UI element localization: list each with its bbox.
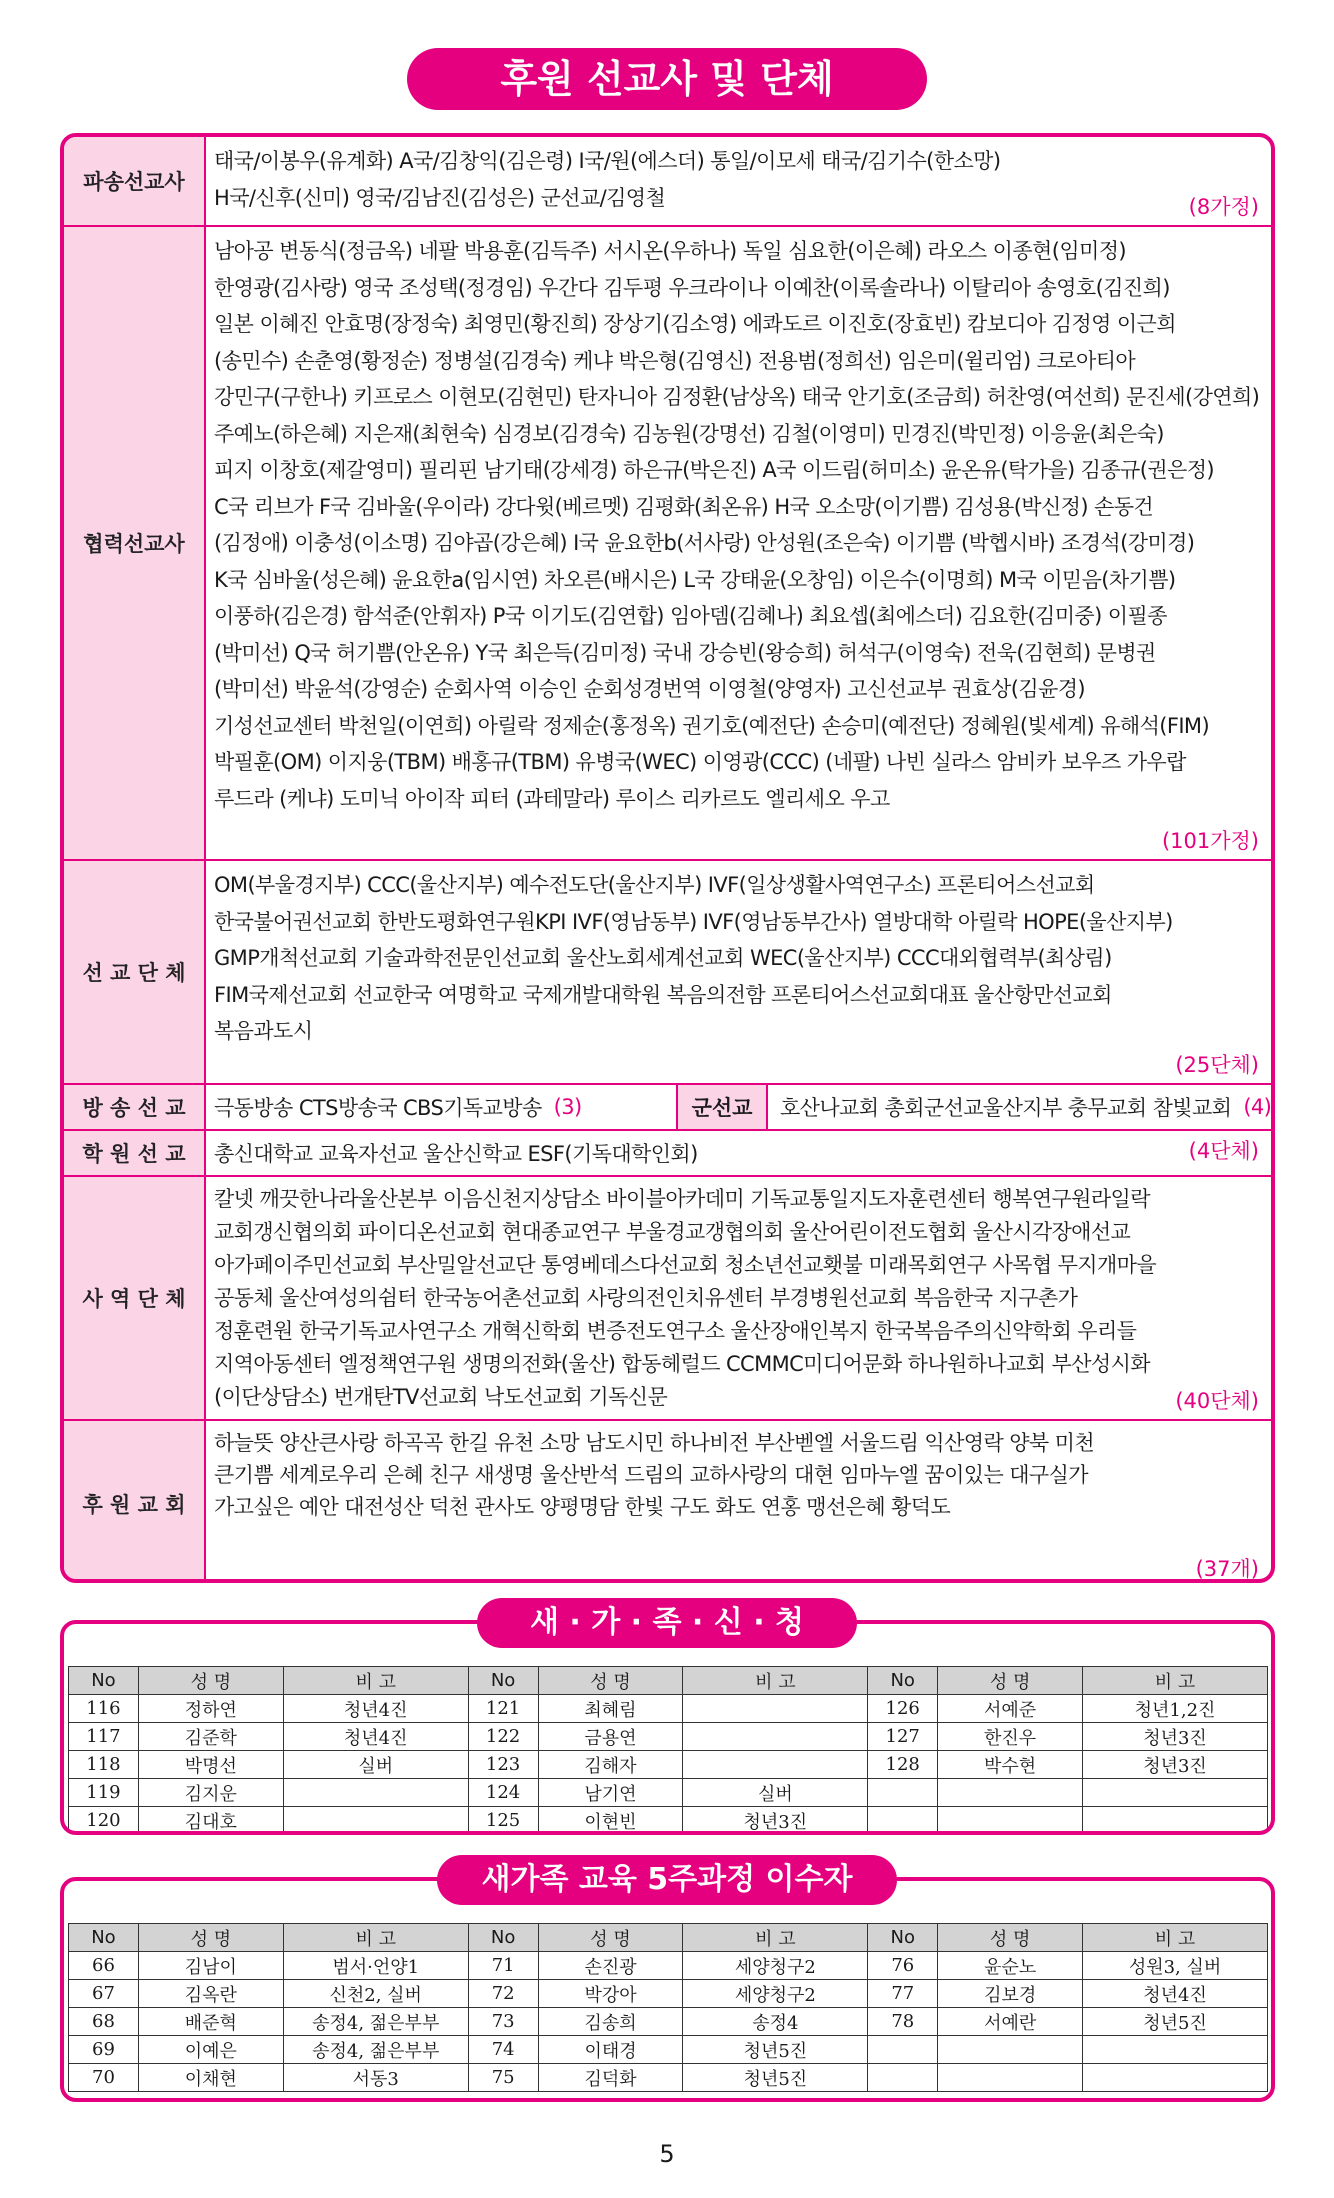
military-list: 호산나교회 총회군선교울산지부 충무교회 참빛교회 [780, 1096, 1232, 1120]
table-cell: 68 [69, 2008, 139, 2036]
table-cell: 121 [468, 1695, 538, 1723]
table-cell: 119 [69, 1779, 139, 1807]
table-cell [1083, 2064, 1268, 2092]
broadcast-list: 극동방송 CTS방송국 CBS기독교방송 [214, 1096, 542, 1120]
military-count: (4) [1243, 1095, 1272, 1119]
column-header: 성 명 [138, 1667, 283, 1695]
table-cell: 서예란 [938, 2008, 1083, 2036]
table-cell: 123 [468, 1751, 538, 1779]
table-cell: 120 [69, 1807, 139, 1835]
table-cell: 72 [468, 1980, 538, 2008]
column-header: 성 명 [538, 1667, 683, 1695]
row-broadcast-military [64, 1085, 1271, 1131]
table-cell: 김옥란 [138, 1980, 283, 2008]
education-title: 새가족 교육 5주과정 이수자 [437, 1855, 897, 1905]
column-header: No [868, 1667, 938, 1695]
education-table [68, 1923, 1268, 2092]
table-row [69, 1952, 1268, 1980]
column-header: No [468, 1924, 538, 1952]
table-cell: 이현빈 [538, 1807, 683, 1835]
table-cell: 71 [468, 1952, 538, 1980]
new-family-title: 새 · 가 · 족 · 신 · 청 [477, 1598, 857, 1648]
table-cell: 126 [868, 1695, 938, 1723]
table-cell [1083, 1779, 1268, 1807]
table-cell [938, 1807, 1083, 1835]
column-header: 비 고 [683, 1667, 868, 1695]
table-cell: 67 [69, 1980, 139, 2008]
table-cell: 김덕화 [538, 2064, 683, 2092]
table-cell: 실버 [283, 1751, 468, 1779]
table-cell: 최혜림 [538, 1695, 683, 1723]
sponsor-table [60, 133, 1275, 1583]
table-cell: 청년5진 [683, 2036, 868, 2064]
text-line: GMP개척선교회 기술과학전문인선교회 울산노회세계선교회 WEC(울산지부) CCC대외협력부(최상림) [214, 946, 1112, 970]
table-cell: 배준혁 [138, 2008, 283, 2036]
text-line: (박미선) Q국 허기쁨(안온유) Y국 최은득(김미정) 국내 강승빈(왕승희) 허석구(이영숙) 전욱(김현희) 문병권 [214, 640, 1156, 665]
text-line: 일본 이혜진 안효명(장정숙) 최영민(황진희) 장상기(김소영) 에콰도르 이진호(장효빈) 캄보디아 김정영 이근희 [214, 312, 1176, 336]
row-count: (8가정) [1188, 195, 1259, 219]
text-line: 남아공 변동식(정금옥) 네팔 박용훈(김득주) 서시온(우하나) 독일 심요한(이은혜) 라오스 이종현(임미정) [214, 239, 1126, 263]
row-label: 방 송 선 교 [64, 1085, 206, 1129]
table-cell: 금용연 [538, 1723, 683, 1751]
column-header: 비 고 [683, 1924, 868, 1952]
row-churches [64, 1421, 1271, 1583]
text-line: C국 리브가 F국 김바울(우이라) 강다윗(베르멧) 김평화(최온유) H국 오소망(이기쁨) 김성용(박신정) 손동건 [214, 494, 1154, 519]
column-header: 비 고 [283, 1924, 468, 1952]
table-cell: 김남이 [138, 1952, 283, 1980]
text-line: 아가페이주민선교회 부산밀알선교단 통영베데스다선교회 청소년선교횃불 미래목회연구 사목협 무지개마을 [214, 1253, 1157, 1277]
column-header: No [868, 1924, 938, 1952]
table-cell [868, 1779, 938, 1807]
table-cell: 이채현 [138, 2064, 283, 2092]
military-text [780, 1085, 1271, 1129]
table-row [69, 1779, 1268, 1807]
row-label: 후 원 교 회 [64, 1421, 206, 1583]
column-header: No [69, 1924, 139, 1952]
table-row [69, 1751, 1268, 1779]
text-line: (박미선) 박윤석(강영순) 순회사역 이승인 순회성경번역 이영철(양영자) 고신선교부 권효상(김윤경) [214, 677, 1086, 701]
text-line: 가고싶은 예안 대전성산 덕천 관사도 양평명담 한빛 구도 화도 연홍 맹선은혜 황덕도 [214, 1495, 951, 1519]
table-cell [868, 1807, 938, 1835]
text-line: 피지 이창호(제갈영미) 필리핀 남기태(강세경) 하은규(박은진) A국 이드림(허미소) 윤온유(탁가을) 김종규(권은정) [214, 458, 1214, 482]
table-cell: 75 [468, 2064, 538, 2092]
text-line: 강민구(구한나) 키프로스 이현모(김현민) 탄자니아 김정환(남상옥) 태국 안기호(조금희) 허찬영(여선희) 문진세(강연희) [214, 385, 1260, 409]
row-label: 선 교 단 체 [64, 861, 206, 1083]
text-line: (김정애) 이충성(이소명) 김야곱(강은혜) I국 윤요한b(서사랑) 안성원(조은숙) 이기쁨 (박헵시바) 조경석(강미경) [214, 531, 1195, 555]
text-line: 한영광(김사랑) 영국 조성택(정경임) 우간다 김두평 우크라이나 이예찬(이록솔라나) 이탈리아 송영호(김진희) [214, 275, 1170, 300]
table-cell: 127 [868, 1723, 938, 1751]
broadcast-count: (3) [553, 1095, 582, 1119]
table-cell: 김송희 [538, 2008, 683, 2036]
text-line: 공동체 울산여성의쉼터 한국농어촌선교회 사랑의전인치유센터 부경병원선교회 복음한국 지구촌가 [214, 1286, 1078, 1310]
column-header: 비 고 [283, 1667, 468, 1695]
table-cell: 78 [868, 2008, 938, 2036]
row-sent-missionaries [64, 137, 1271, 227]
text-line: (송민수) 손춘영(황정순) 정병설(김경숙) 케냐 박은형(김영신) 전용범(정희선) 임은미(윌리엄) 크로아티아 [214, 348, 1136, 373]
text-line: 칼넷 깨끗한나라울산본부 이음신천지상담소 바이블아카데미 기독교통일지도자훈련센터 행복연구원라일락 [214, 1187, 1150, 1211]
text-line: 큰기쁨 세계로우리 은혜 친구 새생명 울산반석 드림의 교하사랑의 대현 임마누엘 꿈이있는 대구실가 [214, 1463, 1088, 1487]
table-cell: 박강아 [538, 1980, 683, 2008]
text-line: 정훈련원 한국기독교사연구소 개혁신학회 변증전도연구소 울산장애인복지 한국복음주의신약학회 우리들 [214, 1319, 1137, 1343]
column-header: 성 명 [138, 1924, 283, 1952]
table-row [69, 2036, 1268, 2064]
text-line: 박필훈(OM) 이지웅(TBM) 배홍규(TBM) 유병국(WEC) 이영광(CCC) (네팔) 나빈 실라스 암비카 보우즈 가우랍 [214, 750, 1186, 774]
table-cell: 서예준 [938, 1695, 1083, 1723]
row-text [214, 233, 1261, 817]
table-cell [938, 2064, 1083, 2092]
table-cell: 청년3진 [1083, 1751, 1268, 1779]
column-header: 비 고 [1083, 1667, 1268, 1695]
table-cell [683, 1695, 868, 1723]
row-text [214, 1183, 1261, 1414]
row-label: 협력선교사 [64, 227, 206, 859]
page-number: 5 [659, 2140, 675, 2168]
table-cell: 청년3진 [1083, 1723, 1268, 1751]
column-header: 성 명 [538, 1924, 683, 1952]
table-cell: 청년5진 [683, 2064, 868, 2092]
campus-text: 총신대학교 교육자선교 울산신학교 ESF(기독대학인회) [214, 1142, 698, 1166]
table-cell: 정하연 [138, 1695, 283, 1723]
table-cell: 서동3 [283, 2064, 468, 2092]
column-header: 비 고 [1083, 1924, 1268, 1952]
column-header: 성 명 [938, 1924, 1083, 1952]
row-partner-missionaries [64, 227, 1271, 861]
row-text [214, 143, 1261, 216]
new-family-table [68, 1666, 1268, 1835]
campus-count: (4단체) [1188, 1139, 1259, 1163]
text-line: 하늘뜻 양산큰사랑 하곡곡 한길 유천 소망 남도시민 하나비전 부산벧엘 서울드림 익산영락 양북 미천 [214, 1431, 1095, 1455]
table-row [69, 1980, 1268, 2008]
column-header: 성 명 [938, 1667, 1083, 1695]
table-cell: 송정4 [683, 2008, 868, 2036]
column-header: No [69, 1667, 139, 1695]
text-line: 지역아동센터 엘정책연구원 생명의전화(울산) 합동헤럴드 CCMMC미디어문화 하나원하나교회 부산성시화 [214, 1352, 1150, 1376]
row-campus [64, 1131, 1271, 1177]
text-line: 주예노(하은혜) 지은재(최현숙) 심경보(김경숙) 김농원(강명선) 김철(이영미) 민경진(박민정) 이응윤(최은숙) [214, 421, 1164, 446]
text-line: 이풍하(김은경) 함석준(안휘자) P국 이기도(김연합) 임아뎀(김혜나) 최요셉(최에스더) 김요한(김미중) 이필종 [214, 604, 1167, 628]
table-cell: 77 [868, 1980, 938, 2008]
table-cell: 118 [69, 1751, 139, 1779]
table-cell [283, 1807, 468, 1835]
row-text [214, 867, 1261, 1050]
table-cell: 이태경 [538, 2036, 683, 2064]
row-count: (40단체) [1175, 1389, 1259, 1413]
table-cell: 122 [468, 1723, 538, 1751]
table-header [69, 1924, 1268, 1952]
table-cell: 76 [868, 1952, 938, 1980]
text-line: 복음과도시 [214, 1019, 313, 1043]
table-cell: 윤순노 [938, 1952, 1083, 1980]
table-cell: 청년4진 [283, 1695, 468, 1723]
row-label: 사 역 단 체 [64, 1177, 206, 1419]
table-header [69, 1667, 1268, 1695]
row-count: (101가정) [1161, 829, 1259, 853]
text-line: (이단상담소) 번개탄TV선교회 낙도선교회 기독신문 [214, 1385, 668, 1409]
table-cell: 청년4진 [1083, 1980, 1268, 2008]
table-cell: 손진광 [538, 1952, 683, 1980]
table-cell: 116 [69, 1695, 139, 1723]
table-cell [868, 2064, 938, 2092]
page-title: 후원 선교사 및 단체 [407, 48, 927, 110]
row-count: (37개) [1195, 1557, 1259, 1581]
table-cell: 124 [468, 1779, 538, 1807]
table-cell [868, 2036, 938, 2064]
table-cell: 70 [69, 2064, 139, 2092]
table-cell: 남기연 [538, 1779, 683, 1807]
text-line: 태국/이봉우(유계화) A국/김창익(김은령) I국/원(에스더) 통일/이모세 태국/김기수(한소망) [214, 149, 1001, 173]
table-cell: 세양청구2 [683, 1980, 868, 2008]
broadcast-text [214, 1085, 582, 1129]
row-count: (25단체) [1175, 1053, 1259, 1077]
text-line: H국/신후(신미) 영국/김남진(김성은) 군선교/김영철 [214, 185, 666, 210]
table-cell [1083, 1807, 1268, 1835]
table-cell [938, 1779, 1083, 1807]
table-cell: 청년1,2진 [1083, 1695, 1268, 1723]
text-line: OM(부울경지부) CCC(울산지부) 예수전도단(울산지부) IVF(일상생활사역연구소) 프론티어스선교회 [214, 873, 1095, 897]
column-header: No [468, 1667, 538, 1695]
table-cell: 69 [69, 2036, 139, 2064]
text-line: FIM국제선교회 선교한국 여명학교 국제개발대학원 복음의전함 프론티어스선교회대표 울산항만선교회 [214, 982, 1112, 1007]
table-cell [1083, 2036, 1268, 2064]
table-row [69, 2064, 1268, 2092]
text-line: 교회갱신협의회 파이디온선교회 현대종교연구 부울경교갱협의회 울산어린이전도협회 울산시각장애선교 [214, 1220, 1131, 1244]
table-cell [683, 1723, 868, 1751]
table-row [69, 1723, 1268, 1751]
table-cell [683, 1751, 868, 1779]
table-cell: 73 [468, 2008, 538, 2036]
military-label: 군선교 [676, 1085, 768, 1129]
text-line: 루드라 (케냐) 도미닉 아이작 피터 (과테말라) 루이스 리카르도 엘리세오 우고 [214, 786, 890, 811]
table-cell: 김준학 [138, 1723, 283, 1751]
table-cell: 125 [468, 1807, 538, 1835]
table-cell: 128 [868, 1751, 938, 1779]
table-cell: 세양청구2 [683, 1952, 868, 1980]
table-cell: 김해자 [538, 1751, 683, 1779]
text-line: K국 심바울(성은혜) 윤요한a(임시연) 차오른(배시은) L국 강태윤(오창임) 이은수(이명희) M국 이믿음(차기쁨) [214, 567, 1176, 592]
table-cell: 한진우 [938, 1723, 1083, 1751]
table-cell: 74 [468, 2036, 538, 2064]
table-row [69, 2008, 1268, 2036]
row-ministries [64, 1177, 1271, 1421]
table-cell: 신천2, 실버 [283, 1980, 468, 2008]
table-cell: 66 [69, 1952, 139, 1980]
table-cell: 성원3, 실버 [1083, 1952, 1268, 1980]
table-cell: 박수현 [938, 1751, 1083, 1779]
table-cell: 청년4진 [283, 1723, 468, 1751]
table-cell: 범서·언양1 [283, 1952, 468, 1980]
row-label: 파송선교사 [64, 137, 206, 225]
table-cell: 김대호 [138, 1807, 283, 1835]
table-cell: 청년3진 [683, 1807, 868, 1835]
table-cell: 청년5진 [1083, 2008, 1268, 2036]
row-text [214, 1427, 1261, 1523]
table-cell [938, 2036, 1083, 2064]
table-row [69, 1695, 1268, 1723]
table-cell: 박명선 [138, 1751, 283, 1779]
row-mission-orgs [64, 861, 1271, 1085]
table-row [69, 1807, 1268, 1835]
text-line: 한국불어권선교회 한반도평화연구원KPI IVF(영남동부) IVF(영남동부간사) 열방대학 아릴락 HOPE(울산지부) [214, 909, 1173, 934]
table-cell: 117 [69, 1723, 139, 1751]
table-cell: 김보경 [938, 1980, 1083, 2008]
table-cell: 송정4, 젊은부부 [283, 2008, 468, 2036]
row-label: 학 원 선 교 [64, 1131, 206, 1175]
text-line: 기성선교센터 박천일(이연희) 아릴락 정제순(홍정옥) 권기호(예전단) 손승미(예전단) 정혜원(빛세계) 유해석(FIM) [214, 713, 1210, 738]
table-cell: 실버 [683, 1779, 868, 1807]
new-family-box [60, 1620, 1275, 1835]
table-cell: 이예은 [138, 2036, 283, 2064]
table-cell: 김지운 [138, 1779, 283, 1807]
table-cell: 송정4, 젊은부부 [283, 2036, 468, 2064]
table-cell [283, 1779, 468, 1807]
education-box [60, 1877, 1275, 2102]
